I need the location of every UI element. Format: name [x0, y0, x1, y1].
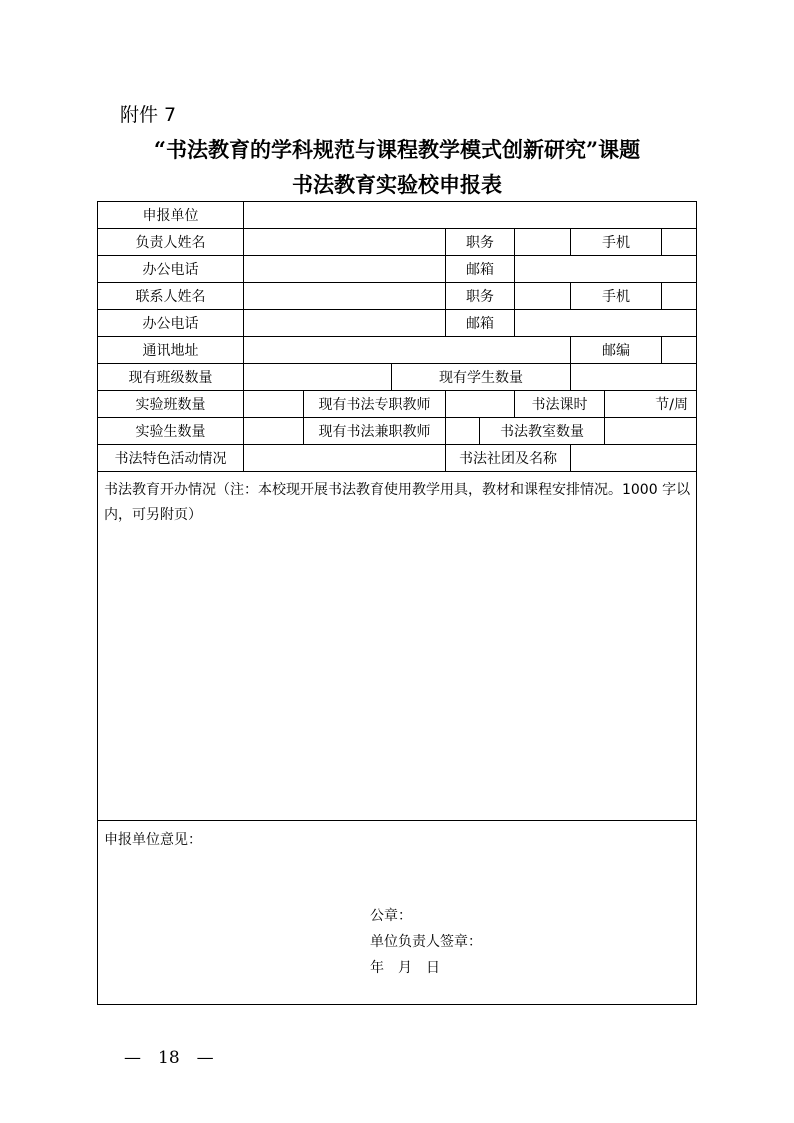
leader-position-cell[interactable]	[515, 229, 571, 256]
address-cell[interactable]	[244, 337, 571, 364]
row-contact	[98, 283, 697, 310]
activity-label: 书法特色活动情况	[98, 445, 244, 472]
postcode-cell[interactable]	[661, 337, 696, 363]
row-contact-office	[98, 310, 697, 337]
contact-email-label: 邮箱	[446, 310, 515, 337]
exp-student-cell[interactable]	[244, 418, 304, 445]
leader-email-cell[interactable]	[515, 256, 697, 283]
leader-mobile-cell[interactable]	[661, 229, 696, 255]
leader-office-phone-label: 办公电话	[98, 256, 244, 283]
classroom-count-label: 书法教室数量	[480, 418, 605, 445]
address-label: 通讯地址	[98, 337, 244, 364]
exp-class-label: 实验班数量	[98, 391, 244, 418]
contact-office-phone-label: 办公电话	[98, 310, 244, 337]
class-hours-label: 书法课时	[515, 391, 605, 418]
row-activity	[98, 445, 697, 472]
student-count-cell[interactable]	[571, 364, 697, 391]
form-title: 书法教育实验校申报表	[292, 172, 502, 197]
attachment-label: 附件 7	[120, 104, 177, 126]
leader-email-label: 邮箱	[446, 256, 515, 283]
club-cell[interactable]	[571, 445, 697, 472]
parttime-teacher-cell[interactable]	[446, 418, 480, 445]
application-form-table	[97, 201, 697, 1005]
row-address	[98, 337, 697, 364]
contact-email-cell[interactable]	[515, 310, 697, 337]
class-count-label: 现有班级数量	[98, 364, 244, 391]
contact-name-cell[interactable]	[244, 283, 446, 310]
signature-block	[370, 903, 482, 981]
page-number: — 18 —	[124, 1048, 214, 1068]
situation-text: 书法教育开办情况（注：本校现开展书法教育使用教学用具，教材和课程安排情况。1000 字以内，可另附页）	[104, 482, 691, 523]
date-label: 年 月 日	[370, 960, 440, 976]
activity-cell[interactable]	[244, 445, 446, 472]
contact-mobile-cell[interactable]	[661, 283, 696, 309]
document-title: “书法教育的学科规范与课程教学模式创新研究”课题	[153, 137, 641, 162]
exp-student-label: 实验生数量	[98, 418, 244, 445]
parttime-teacher-label: 现有书法兼职教师	[304, 418, 446, 445]
student-count-label: 现有学生数量	[392, 364, 571, 391]
seal-label: 公章：	[370, 908, 412, 924]
contact-position-label: 职务	[446, 283, 515, 310]
row-opinion	[98, 821, 697, 1005]
contact-name-label: 联系人姓名	[98, 283, 244, 310]
leader-mobile-label: 手机	[602, 235, 630, 251]
contact-position-cell[interactable]	[515, 283, 571, 310]
unit-value-cell[interactable]	[244, 202, 697, 229]
row-leader-office	[98, 256, 697, 283]
opinion-label: 申报单位意见：	[104, 832, 202, 848]
fulltime-teacher-cell[interactable]	[446, 391, 515, 418]
row-unit	[98, 202, 697, 229]
situation-cell[interactable]	[98, 472, 697, 821]
leader-office-phone-cell[interactable]	[244, 256, 446, 283]
leader-position-label: 职务	[446, 229, 515, 256]
postcode-label: 邮编	[602, 343, 630, 359]
leader-name-label: 负责人姓名	[98, 229, 244, 256]
opinion-cell[interactable]	[98, 821, 697, 1005]
club-label: 书法社团及名称	[446, 445, 571, 472]
leader-name-cell[interactable]	[244, 229, 446, 256]
row-exp-student	[98, 418, 697, 445]
contact-office-phone-cell[interactable]	[244, 310, 446, 337]
exp-class-cell[interactable]	[244, 391, 304, 418]
row-class-count	[98, 364, 697, 391]
signature-label: 单位负责人签章：	[370, 934, 482, 950]
class-hours-unit[interactable]: 节/周	[605, 391, 697, 418]
unit-label: 申报单位	[98, 202, 244, 229]
class-count-cell[interactable]	[244, 364, 392, 391]
row-situation	[98, 472, 697, 821]
row-leader	[98, 229, 697, 256]
fulltime-teacher-label: 现有书法专职教师	[304, 391, 446, 418]
row-exp-class	[98, 391, 697, 418]
contact-mobile-label: 手机	[602, 289, 630, 305]
classroom-count-cell[interactable]	[605, 418, 697, 445]
